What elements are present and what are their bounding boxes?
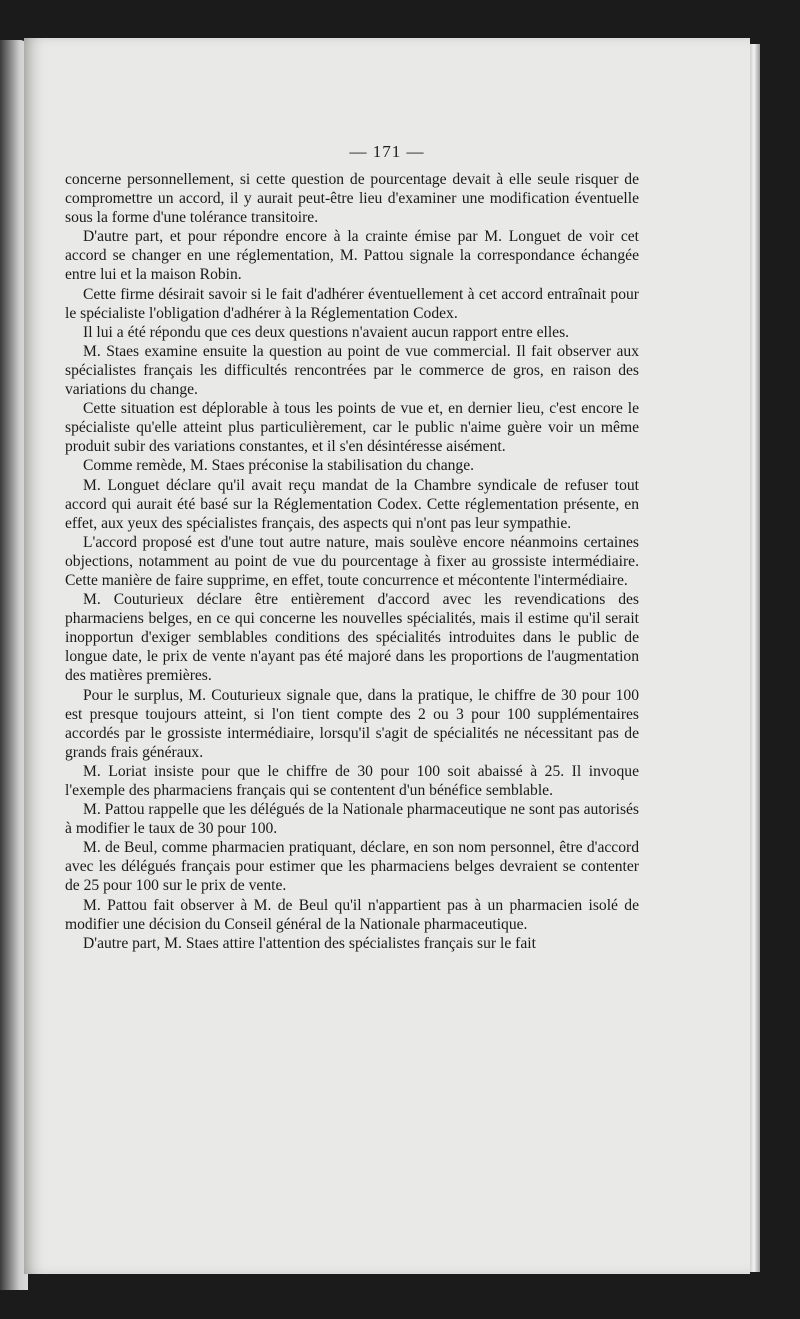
book-page bbox=[24, 38, 750, 1274]
paragraph: L'accord proposé est d'une tout autre nature, mais soulève encore néanmoins certaines objections, notamment au point de vue du pourcentage à fixer au grossiste intermédiaire. Cette manière de faire supprime, en effet, toute concurrence et mécontente l'intermédiaire. bbox=[65, 533, 639, 589]
paragraph: M. Couturieux déclare être entièrement d'accord avec les revendications des pharmaciens belges, en ce qui concerne les nouvelles spécialités, mais il estime qu'il serait inopportun d'exiger semblables conditions des spécialités introduites dans le public de longue date, le prix de vente n'ayant pas été majoré dans les proportions de l'augmentation des matières premières. bbox=[65, 591, 639, 685]
paragraph: M. Loriat insiste pour que le chiffre de 30 pour 100 soit abaissé à 25. Il invoque l'exemple des pharmaciens français qui se contentent d'un bénéfice semblable. bbox=[65, 762, 639, 799]
body-text bbox=[65, 170, 639, 953]
paragraph: M. Pattou rappelle que les délégués de la Nationale pharmaceutique ne sont pas autorisés à modifier le taux de 30 pour 100. bbox=[65, 801, 639, 838]
paragraph: Cette firme désirait savoir si le fait d'adhérer éventuellement à cet accord entraînait pour le spécialiste l'obligation d'adhérer à la Réglementation Codex. bbox=[65, 285, 639, 322]
paragraph: Pour le surplus, M. Couturieux signale que, dans la pratique, le chiffre de 30 pour 100 est presque toujours atteint, si l'on tient compte des 2 ou 3 pour 100 supplémentaires accordés par le grossiste intermédiaire, lorsqu'il s'agit de spécialités ne nécessitant pas de grands frais généraux. bbox=[65, 686, 639, 761]
paragraph: M. de Beul, comme pharmacien pratiquant, déclare, en son nom personnel, être d'accord avec les délégués français pour estimer que les pharmaciens belges devraient se contenter de 25 pour 100 sur le prix de vente. bbox=[65, 839, 639, 895]
paragraph: M. Pattou fait observer à M. de Beul qu'il n'appartient pas à un pharmacien isolé de modifier une décision du Conseil général de la Nationale pharmaceutique. bbox=[65, 896, 639, 933]
paragraph: Comme remède, M. Staes préconise la stabilisation du change. bbox=[83, 457, 475, 475]
paragraph: M. Staes examine ensuite la question au point de vue commercial. Il fait observer aux spécialistes français les difficultés rencontrées par le commerce de gros, en raison des variations du change. bbox=[65, 342, 639, 399]
paragraph: concerne personnellement, si cette question de pourcentage devait à elle seule risquer de compromettre un accord, il y aurait peut-être lieu d'examiner une modification éventuelle sous la forme d'une tolérance transitoire. bbox=[65, 171, 639, 227]
paragraph: M. Longuet déclare qu'il avait reçu mandat de la Chambre syndicale de refuser tout accord qui aurait été basé sur la Réglementation Codex. Cette réglementation présente, en effet, aux yeux des spécialistes français, des aspects qui n'ont pas leur sympathie. bbox=[65, 476, 639, 532]
paragraph: D'autre part, M. Staes attire l'attention des spécialistes français sur le fait bbox=[83, 934, 536, 952]
paragraph: Cette situation est déplorable à tous les points de vue et, en dernier lieu, c'est encore le spécialiste qu'elle atteint plus particulièrement, car le public n'aime guère voir un même produit subir des variations constantes, et il s'en désintéresse aisément. bbox=[65, 400, 639, 456]
paragraph: Il lui a été répondu que ces deux questions n'avaient aucun rapport entre elles. bbox=[83, 323, 570, 341]
page-number: — 171 — bbox=[349, 142, 425, 161]
paragraph: D'autre part, et pour répondre encore à la crainte émise par M. Longuet de voir cet accord se changer en une réglementation, M. Pattou signale la correspondance échangée entre lui et la maison Robin. bbox=[65, 228, 639, 284]
